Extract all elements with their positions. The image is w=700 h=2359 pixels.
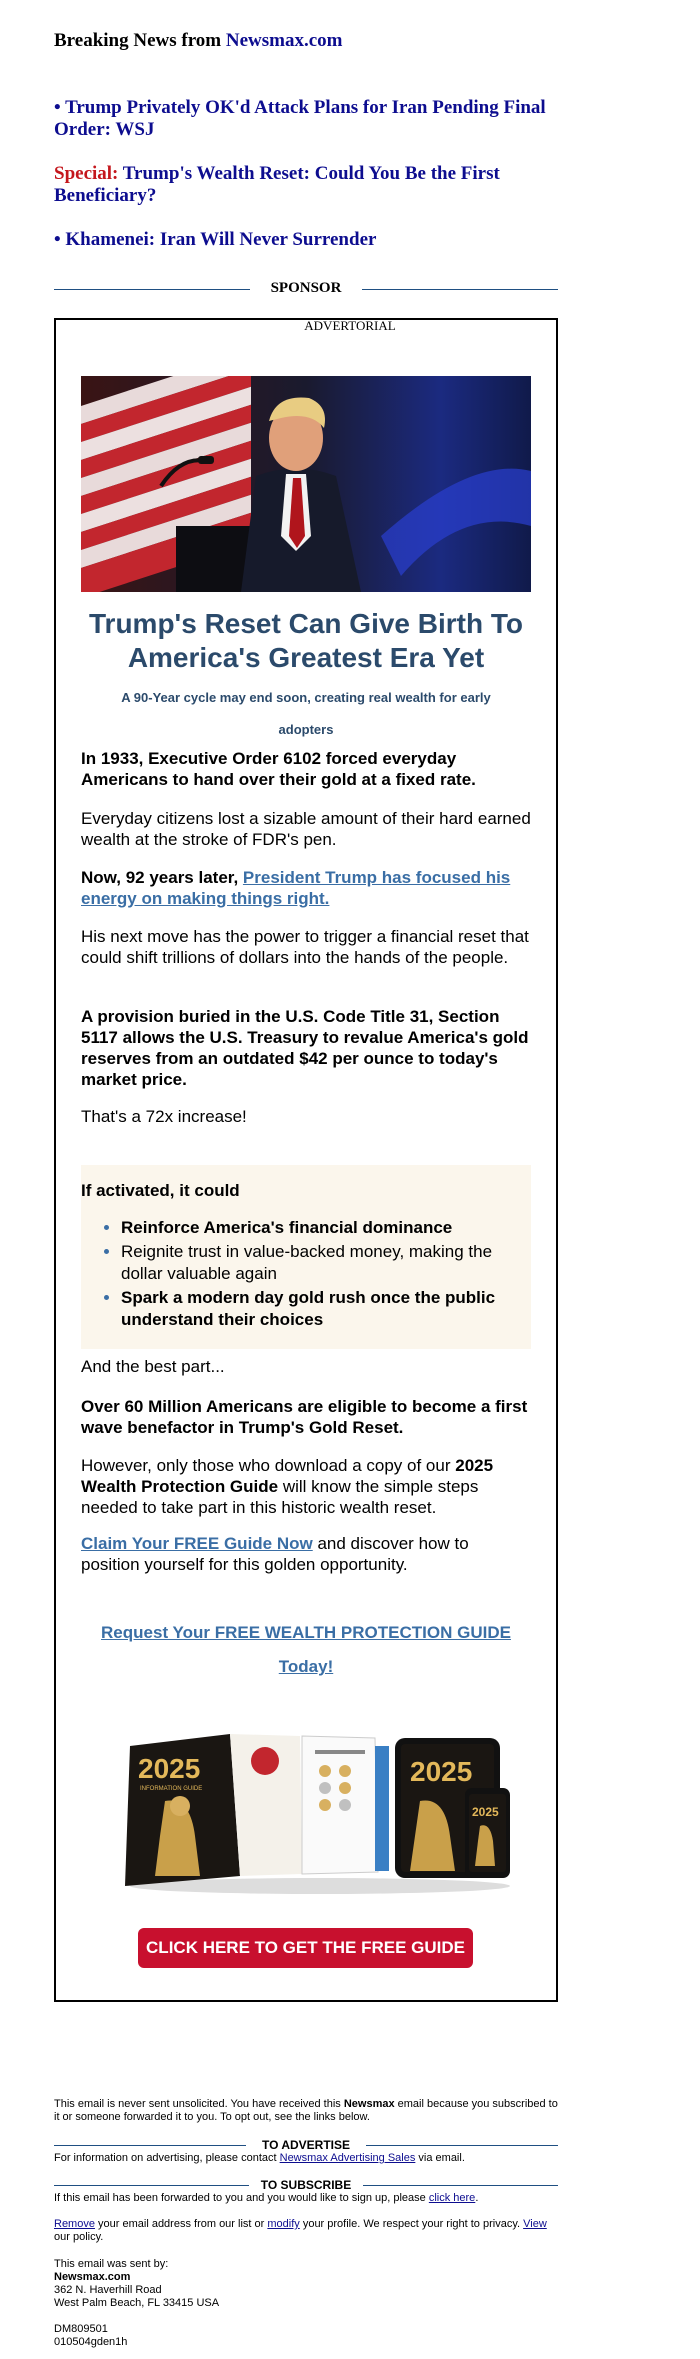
guide-book-sub: INFORMATION GUIDE xyxy=(140,1786,203,1792)
paragraph-10-rest: and discover how to position yourself for this golden opportunity. xyxy=(81,1534,469,1574)
headline-text: Trump's Wealth Reset: Could You Be the First Beneficiary? xyxy=(54,163,500,206)
get-free-guide-button[interactable]: CLICK HERE TO GET THE FREE GUIDE xyxy=(138,1928,473,1968)
disclaimer-b: email because you subscribed to it or someone forwarded it to you. To opt out, see the links below. xyxy=(54,2098,558,2123)
ad-title: Trump's Reset Can Give Birth To America's Greatest Era Yet xyxy=(89,608,523,673)
advertising-sales-link[interactable]: Newsmax Advertising Sales xyxy=(279,2152,416,2164)
paragraph-9-c: will know the simple steps needed to take part in this historic wealth reset. xyxy=(81,1477,479,1517)
remove-info xyxy=(54,2218,558,2244)
headline-iran-attack[interactable] xyxy=(54,97,554,141)
subscribe-a: If this email has been forwarded to you and you would like to sign up, please xyxy=(54,2192,429,2204)
ad-subtitle: A 90-Year cycle may end soon, creating real wealth for early adopters xyxy=(121,690,491,737)
advertise-a: For information on advertising, please contact xyxy=(54,2152,280,2164)
company-name: Newsmax.com xyxy=(54,2271,131,2283)
paragraph-7: And the best part... xyxy=(81,1357,225,1376)
subscribe-b: . xyxy=(475,2192,479,2204)
code-2: 010504gden1h xyxy=(54,2336,128,2348)
header-brand[interactable]: Newsmax.com xyxy=(225,30,343,51)
signup-link[interactable]: click here xyxy=(428,2192,476,2204)
list-item: • Reinforce America's financial dominance xyxy=(121,1217,521,1239)
headline-khamenei[interactable] xyxy=(54,229,554,251)
disclaimer-brand: Newsmax xyxy=(343,2098,395,2110)
headline-text: Khamenei: Iran Will Never Surrender xyxy=(65,229,377,250)
sponsor-label: SPONSOR xyxy=(270,280,342,296)
callout-title: If activated, it could xyxy=(81,1181,240,1200)
list-item: • Spark a modern day gold rush once the public understand their choices xyxy=(121,1287,521,1331)
bullet: • xyxy=(54,229,66,250)
request-guide-link[interactable]: Request Your FREE WEALTH PROTECTION GUIDE Today! xyxy=(101,1623,511,1676)
sent-by: This email was sent by: xyxy=(54,2258,169,2270)
paragraph-3 xyxy=(81,867,531,909)
header-prefix: Breaking News from xyxy=(54,30,226,51)
guide-tablet-year: 2025 xyxy=(410,1756,473,1787)
paragraph-8: Over 60 Million Americans are eligible to become a first wave benefactor in Trump's Gold Reset. xyxy=(81,1397,528,1437)
bullet: • xyxy=(54,97,66,118)
tracking-codes xyxy=(54,2323,558,2349)
remove-b: your profile. We respect your right to privacy. xyxy=(299,2218,524,2230)
remove-a: your email address from our list or xyxy=(94,2218,268,2230)
guide-product-image[interactable] xyxy=(120,1726,520,1896)
sender-info xyxy=(54,2258,558,2310)
special-label: Special: xyxy=(54,163,123,184)
advertise-info xyxy=(54,2152,558,2165)
subscribe-info xyxy=(54,2192,558,2205)
paragraph-1: In 1933, Executive Order 6102 forced everyday Americans to hand over their gold at a fixed rate. xyxy=(81,749,476,789)
paragraph-4: His next move has the power to trigger a financial reset that could shift trillions of dollars into the hands of the people. xyxy=(81,927,529,967)
callout-box xyxy=(81,1165,531,1349)
paragraph-5: A provision buried in the U.S. Code Title 31, Section 5117 allows the U.S. Treasury to revalue America's gold reserves from an outdated $42 per ounce to today's market price. xyxy=(81,1007,529,1089)
page-header xyxy=(54,30,342,52)
modify-link[interactable]: modify xyxy=(267,2218,300,2230)
subscribe-divider xyxy=(54,2178,558,2192)
callout-list xyxy=(81,1217,521,1333)
address-line-2: West Palm Beach, FL 33415 USA xyxy=(54,2297,220,2309)
trump-focus-link[interactable]: President Trump has focused his energy on making things right. xyxy=(81,868,511,908)
address-line-1: 362 N. Haverhill Road xyxy=(54,2284,162,2296)
headline-wealth-reset[interactable] xyxy=(54,163,554,207)
paragraph-2: Everyday citizens lost a sizable amount of their hard earned wealth at the stroke of FDR's pen. xyxy=(81,809,531,849)
paragraph-9 xyxy=(81,1455,531,1518)
disclaimer xyxy=(54,2098,558,2124)
remove-c: our policy. xyxy=(54,2231,104,2243)
paragraph-9-a: However, only those who download a copy of our xyxy=(81,1456,456,1475)
view-policy-link[interactable]: View xyxy=(523,2218,547,2230)
advertorial-label: ADVERTORIAL xyxy=(304,318,396,333)
claim-guide-link[interactable]: Claim Your FREE Guide Now xyxy=(81,1534,313,1553)
guide-book-year: 2025 xyxy=(138,1753,201,1784)
guide-phone-year: 2025 xyxy=(472,1805,499,1819)
remove-link[interactable]: Remove xyxy=(54,2218,95,2230)
trump-photo[interactable] xyxy=(81,376,531,592)
advertise-divider xyxy=(54,2138,558,2152)
paragraph-6: That's a 72x increase! xyxy=(81,1107,247,1126)
headline-text: Trump Privately OK'd Attack Plans for Iran Pending Final Order: WSJ xyxy=(54,97,546,140)
list-item: • Reignite trust in value-backed money, making the dollar valuable again xyxy=(121,1241,521,1285)
guide-name: 2025 Wealth Protection Guide xyxy=(81,1456,494,1496)
sponsor-divider xyxy=(54,280,558,300)
advertise-label: TO ADVERTISE xyxy=(261,2138,350,2152)
advertise-b: via email. xyxy=(415,2152,465,2164)
paragraph-3-lead: Now, 92 years later, xyxy=(81,868,243,887)
disclaimer-a: This email is never sent unsolicited. You have received this xyxy=(54,2098,344,2110)
code-1: DM809501 xyxy=(54,2323,108,2335)
subscribe-label: TO SUBSCRIBE xyxy=(260,2178,352,2192)
paragraph-10 xyxy=(81,1533,531,1575)
